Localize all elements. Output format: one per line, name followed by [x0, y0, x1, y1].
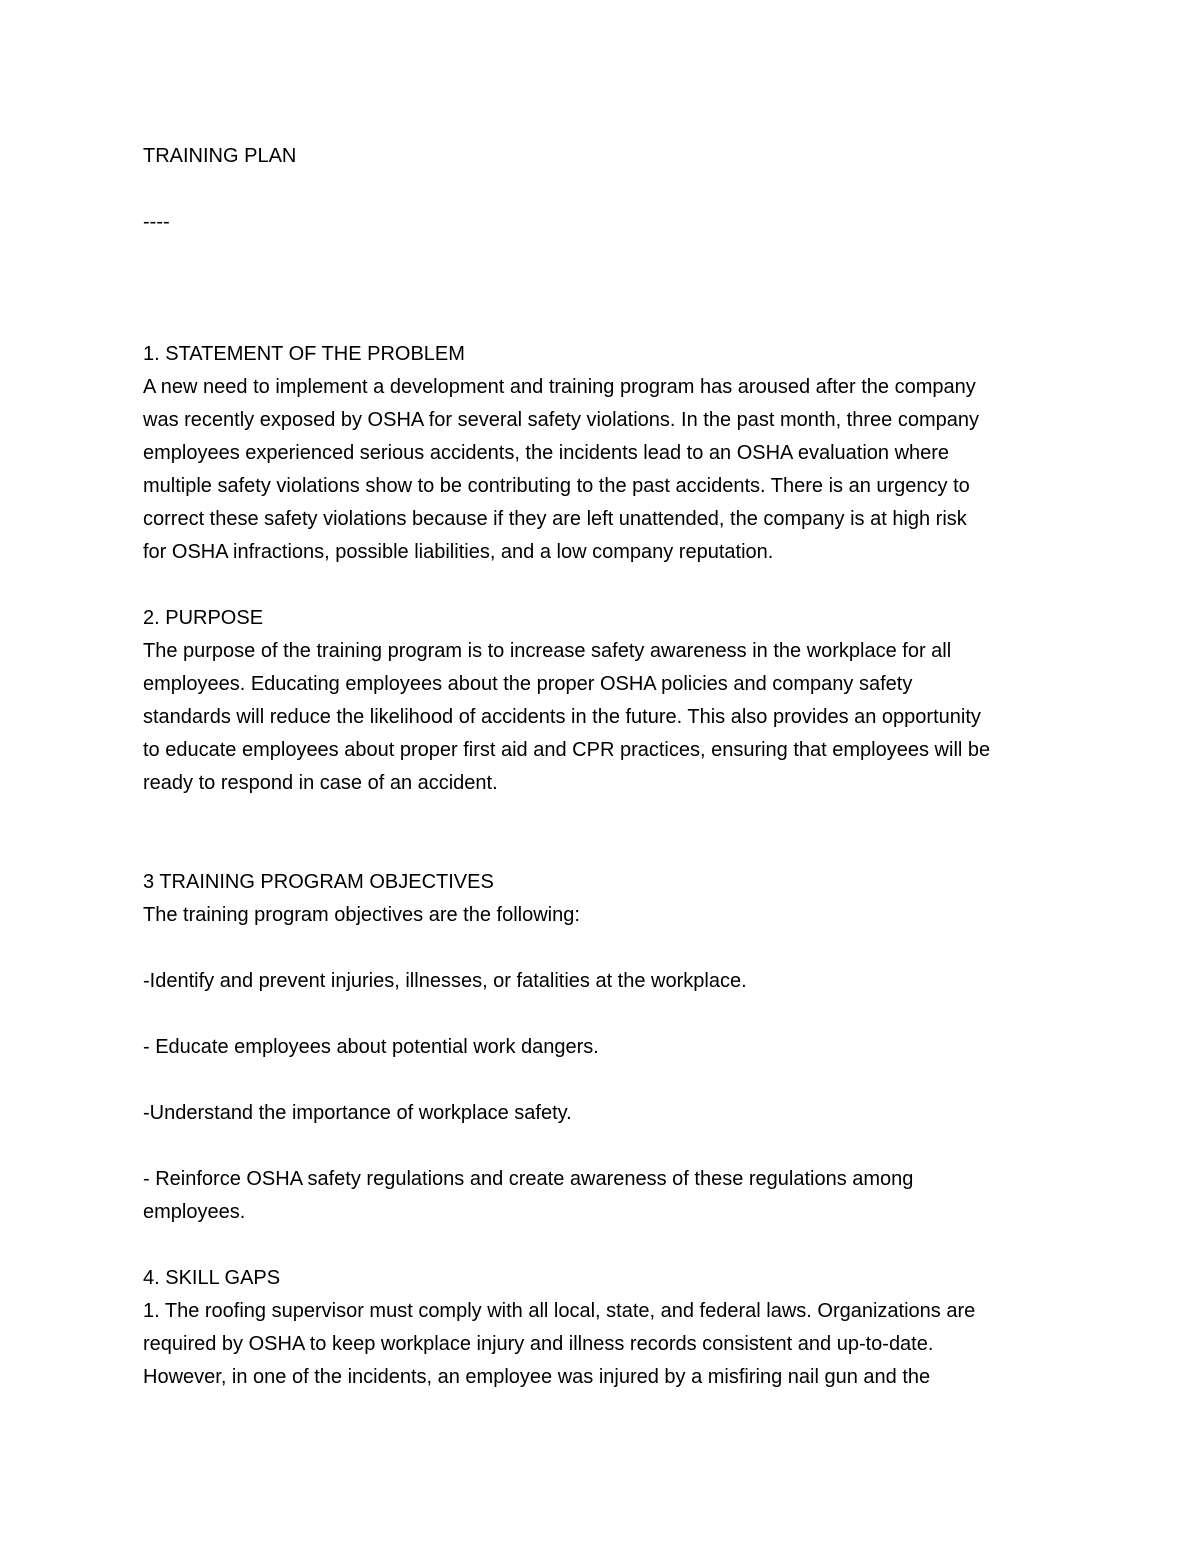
objective-item-continuation: employees.: [143, 1201, 246, 1223]
objectives-intro: The training program objectives are the following:: [143, 904, 580, 926]
paragraph-line: ready to respond in case of an accident.: [143, 772, 498, 794]
paragraph-line: employees experienced serious accidents, the incidents lead to an OSHA evaluation where: [143, 442, 950, 464]
purpose-paragraph: [143, 635, 1063, 800]
objective-item: - Reinforce OSHA safety regulations and create awareness of these regulations among: [143, 1168, 914, 1190]
paragraph-line: required by OSHA to keep workplace injury and illness records consistent and up-to-date.: [143, 1333, 934, 1355]
section-heading-objectives: 3 TRAINING PROGRAM OBJECTIVES: [143, 871, 494, 893]
skill-gaps-paragraph: [143, 1295, 1063, 1394]
paragraph-line: multiple safety violations show to be contributing to the past accidents. There is an urgency to: [143, 475, 970, 497]
document-title: TRAINING PLAN: [143, 145, 297, 167]
paragraph-line: A new need to implement a development and training program has aroused after the company: [143, 376, 976, 398]
section-heading-purpose: 2. PURPOSE: [143, 607, 264, 629]
paragraph-line: correct these safety violations because if they are left unattended, the company is at high risk: [143, 508, 967, 530]
section-heading-problem: 1. STATEMENT OF THE PROBLEM: [143, 343, 465, 365]
paragraph-line: employees. Educating employees about the proper OSHA policies and company safety: [143, 673, 913, 695]
problem-paragraph: [143, 371, 1063, 569]
objective-item: -Identify and prevent injuries, illnesses, or fatalities at the workplace.: [143, 970, 747, 992]
paragraph-line: for OSHA infractions, possible liabilities, and a low company reputation.: [143, 541, 774, 563]
paragraph-line: However, in one of the incidents, an employee was injured by a misfiring nail gun and the: [143, 1366, 931, 1388]
section-heading-skill-gaps: 4. SKILL GAPS: [143, 1267, 281, 1289]
objective-item: - Educate employees about potential work dangers.: [143, 1036, 599, 1058]
paragraph-line: to educate employees about proper first aid and CPR practices, ensuring that employees will be: [143, 739, 991, 761]
paragraph-line: standards will reduce the likelihood of accidents in the future. This also provides an opportunity: [143, 706, 981, 728]
document-body: [143, 140, 1063, 1394]
title-separator: ----: [143, 211, 170, 233]
paragraph-line: 1. The roofing supervisor must comply with all local, state, and federal laws. Organizations are: [143, 1300, 976, 1322]
objective-item: -Understand the importance of workplace safety.: [143, 1102, 572, 1124]
paragraph-line: The purpose of the training program is to increase safety awareness in the workplace for all: [143, 640, 952, 662]
paragraph-line: was recently exposed by OSHA for several safety violations. In the past month, three company: [143, 409, 979, 431]
